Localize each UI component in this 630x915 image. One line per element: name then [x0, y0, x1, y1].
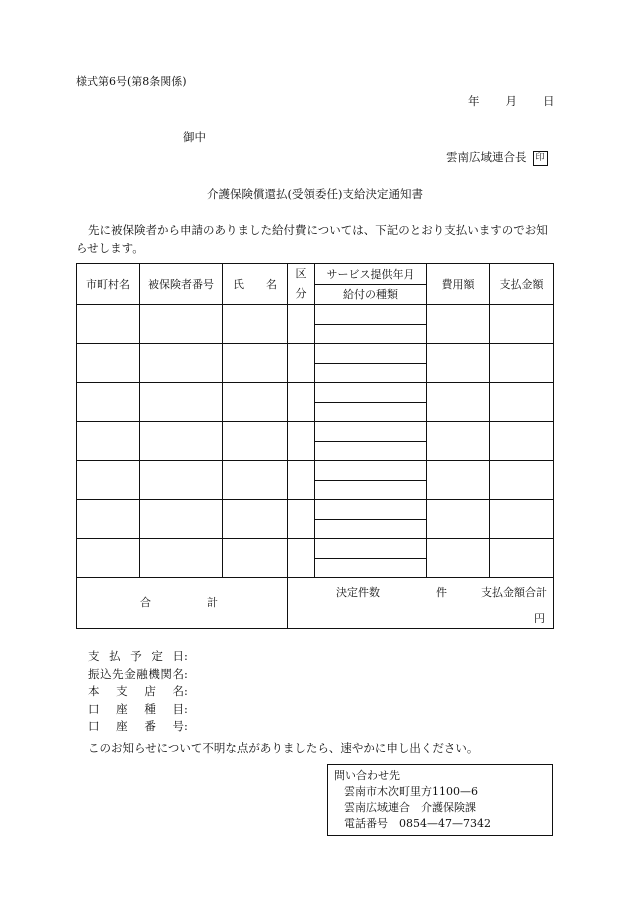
cell-cost — [427, 383, 490, 422]
total-values-cell — [288, 578, 554, 629]
cell-category — [288, 305, 315, 344]
date-line — [468, 93, 555, 109]
cell-insured-number — [140, 305, 223, 344]
cell-category — [288, 539, 315, 578]
cell-category — [288, 461, 315, 500]
decision-count-label: 決定件数 — [336, 586, 380, 599]
table-row — [77, 422, 554, 442]
cell-insured-number — [140, 422, 223, 461]
total-label-cell — [77, 578, 288, 629]
cell-service-month — [315, 305, 427, 325]
header-benefit-type: 給付の種類 — [315, 284, 427, 305]
notice-text: このお知らせについて不明な点がありましたら、速やかに申し出ください。 — [88, 741, 479, 755]
cell-category — [288, 383, 315, 422]
cell-service-month — [315, 461, 427, 481]
cell-category — [288, 344, 315, 383]
cell-benefit-type — [315, 402, 427, 422]
cell-municipality — [77, 344, 140, 383]
benefit-table — [76, 263, 554, 629]
cell-payment — [490, 383, 554, 422]
cell-name — [223, 500, 288, 539]
cell-municipality — [77, 422, 140, 461]
cell-insured-number — [140, 500, 223, 539]
cell-payment — [490, 500, 554, 539]
cell-insured-number — [140, 383, 223, 422]
branch-label: 本支店名 — [88, 684, 184, 698]
form-number: 様式第6号(第8条関係) — [76, 75, 187, 88]
sender — [446, 149, 548, 166]
branch-row — [88, 683, 188, 701]
cell-benefit-type — [315, 519, 427, 539]
colon: : — [184, 719, 188, 733]
yen-unit: 円 — [534, 612, 545, 625]
cell-benefit-type — [315, 558, 427, 578]
cell-service-month — [315, 422, 427, 442]
cell-payment — [490, 422, 554, 461]
account-type-row — [88, 701, 188, 719]
table-body — [77, 305, 554, 578]
addressee: 御中 — [183, 130, 206, 144]
scheduled-date-label: 支払予定日 — [88, 649, 184, 663]
cell-payment — [490, 305, 554, 344]
account-number-row — [88, 718, 188, 736]
date-year: 年 — [468, 94, 480, 108]
cell-municipality — [77, 305, 140, 344]
cell-name — [223, 539, 288, 578]
bank-label: 振込先金融機関名 — [88, 666, 184, 681]
cell-name — [223, 422, 288, 461]
table-row — [77, 344, 554, 364]
cell-insured-number — [140, 539, 223, 578]
account-number-label: 口座番号 — [88, 719, 184, 733]
header-category — [288, 264, 315, 305]
colon: : — [184, 701, 188, 716]
cell-insured-number — [140, 461, 223, 500]
cell-municipality — [77, 500, 140, 539]
cell-insured-number — [140, 344, 223, 383]
cell-payment — [490, 344, 554, 383]
intro-text: 先に被保険者から申請のありました給付費については、下記のとおり支払いますのでお知らせします。 — [76, 223, 548, 255]
cell-service-month — [315, 500, 427, 520]
colon: : — [184, 684, 188, 698]
header-service-month: サービス提供年月 — [315, 264, 427, 285]
cell-name — [223, 461, 288, 500]
cell-cost — [427, 500, 490, 539]
cell-name — [223, 383, 288, 422]
cell-benefit-type — [315, 441, 427, 461]
cell-municipality — [77, 383, 140, 422]
header-category-text: 区分 — [295, 267, 307, 300]
document-title: 介護保険償還払(受領委任)支給決定通知書 — [207, 187, 423, 201]
bank-row — [88, 666, 188, 684]
total-label: 合計 — [140, 596, 274, 609]
payment-info — [88, 648, 188, 736]
header-insured-number: 被保険者番号 — [140, 264, 223, 305]
seal-mark: 印 — [533, 151, 548, 166]
sender-name: 雲南広域連合長 — [446, 150, 527, 164]
cell-category — [288, 500, 315, 539]
table-row — [77, 383, 554, 403]
cell-service-month — [315, 539, 427, 559]
cell-cost — [427, 539, 490, 578]
account-type-label: 口座種目 — [88, 701, 184, 716]
cell-category — [288, 422, 315, 461]
count-unit: 件 — [436, 586, 447, 599]
payment-total-label: 支払金額合計 — [481, 586, 547, 599]
cell-service-month — [315, 383, 427, 403]
cell-name — [223, 344, 288, 383]
contact-address: 雲南市木次町里方1100—6 — [344, 785, 478, 798]
cell-cost — [427, 305, 490, 344]
contact-heading: 問い合わせ先 — [334, 769, 400, 782]
cell-benefit-type — [315, 363, 427, 383]
cell-service-month — [315, 344, 427, 364]
table-row — [77, 539, 554, 559]
colon: : — [184, 666, 188, 681]
table-row — [77, 461, 554, 481]
header-cost: 費用額 — [427, 264, 490, 305]
table-row — [77, 305, 554, 325]
contact-phone: 電話番号 0854—47—7342 — [344, 817, 491, 830]
header-name: 氏 名 — [223, 264, 288, 305]
cell-cost — [427, 422, 490, 461]
cell-municipality — [77, 461, 140, 500]
date-day: 日 — [543, 94, 555, 108]
scheduled-date-row — [88, 648, 188, 666]
date-month: 月 — [505, 94, 517, 108]
cell-municipality — [77, 539, 140, 578]
header-payment: 支払金額 — [490, 264, 554, 305]
cell-name — [223, 305, 288, 344]
colon: : — [184, 649, 188, 663]
cell-benefit-type — [315, 324, 427, 344]
cell-payment — [490, 539, 554, 578]
table-row — [77, 500, 554, 520]
cell-payment — [490, 461, 554, 500]
contact-department: 雲南広域連合 介護保険課 — [344, 801, 476, 814]
cell-benefit-type — [315, 480, 427, 500]
contact-box — [327, 764, 553, 836]
cell-cost — [427, 344, 490, 383]
header-municipality: 市町村名 — [77, 264, 140, 305]
cell-cost — [427, 461, 490, 500]
